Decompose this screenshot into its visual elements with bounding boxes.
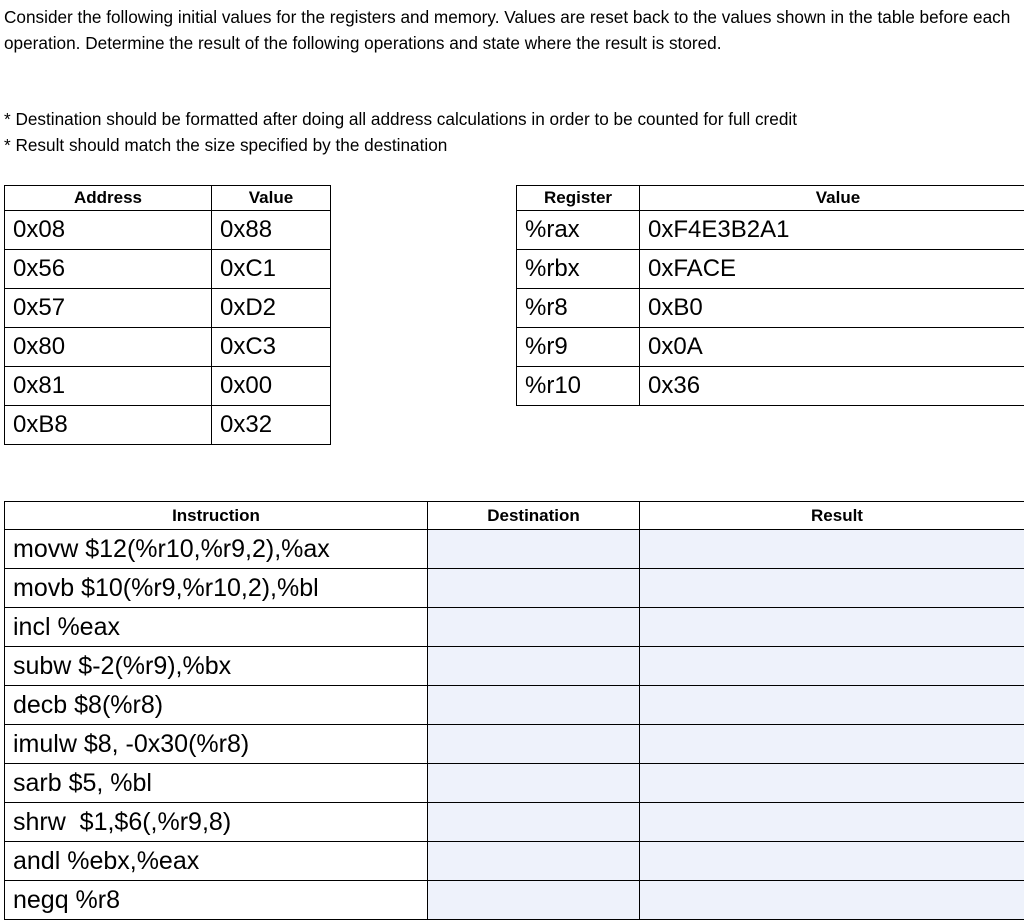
- memory-address: 0x57: [5, 289, 212, 328]
- note-destination: * Destination should be formatted after doing all address calculations in order to be counted for full credit: [4, 106, 1014, 132]
- memory-address: 0x80: [5, 328, 212, 367]
- instruction-header-destination: Destination: [428, 502, 640, 530]
- memory-table: [4, 185, 331, 445]
- instruction-row: [5, 764, 1024, 803]
- result-answer-field[interactable]: [640, 608, 1024, 647]
- result-answer-field[interactable]: [640, 842, 1024, 881]
- register-table: [516, 185, 1024, 406]
- register-value: 0x36: [640, 367, 1024, 406]
- notes: [4, 106, 1014, 158]
- instruction-row: [5, 842, 1024, 881]
- instruction-row: [5, 608, 1024, 647]
- register-name: %rax: [517, 211, 640, 250]
- memory-header-address: Address: [5, 186, 212, 211]
- memory-row: [5, 406, 331, 445]
- result-answer-field[interactable]: [640, 569, 1024, 608]
- memory-address: 0xB8: [5, 406, 212, 445]
- register-value: 0xB0: [640, 289, 1024, 328]
- instruction-row: [5, 647, 1024, 686]
- memory-value: 0x32: [212, 406, 331, 445]
- memory-value: 0xC3: [212, 328, 331, 367]
- instruction-text: imulw $8, -0x30(%r8): [5, 725, 428, 764]
- register-value: 0xFACE: [640, 250, 1024, 289]
- register-row: [517, 367, 1024, 406]
- memory-value: 0x88: [212, 211, 331, 250]
- result-answer-field[interactable]: [640, 764, 1024, 803]
- register-row: [517, 289, 1024, 328]
- intro-paragraph: Consider the following initial values for the registers and memory. Values are reset back to the values shown in the table before each operation. Determine the result of the following operations and state where the result is stored.: [4, 4, 1014, 56]
- register-header-row: [517, 186, 1024, 211]
- instruction-row: [5, 530, 1024, 569]
- destination-answer-field[interactable]: [428, 530, 640, 569]
- instruction-table: [4, 501, 1024, 920]
- instruction-text: movb $10(%r9,%r10,2),%bl: [5, 569, 428, 608]
- instruction-text: incl %eax: [5, 608, 428, 647]
- result-answer-field[interactable]: [640, 725, 1024, 764]
- memory-row: [5, 211, 331, 250]
- instruction-text: andl %ebx,%eax: [5, 842, 428, 881]
- register-row: [517, 250, 1024, 289]
- instruction-text: sarb $5, %bl: [5, 764, 428, 803]
- register-name: %rbx: [517, 250, 640, 289]
- destination-answer-field[interactable]: [428, 803, 640, 842]
- memory-header-row: [5, 186, 331, 211]
- register-row: [517, 211, 1024, 250]
- destination-answer-field[interactable]: [428, 647, 640, 686]
- memory-address: 0x56: [5, 250, 212, 289]
- memory-row: [5, 367, 331, 406]
- destination-answer-field[interactable]: [428, 686, 640, 725]
- result-answer-field[interactable]: [640, 530, 1024, 569]
- memory-row: [5, 289, 331, 328]
- register-value: 0xF4E3B2A1: [640, 211, 1024, 250]
- register-row: [517, 328, 1024, 367]
- result-answer-field[interactable]: [640, 803, 1024, 842]
- register-value: 0x0A: [640, 328, 1024, 367]
- destination-answer-field[interactable]: [428, 608, 640, 647]
- memory-value: 0xC1: [212, 250, 331, 289]
- result-answer-field[interactable]: [640, 881, 1024, 920]
- result-answer-field[interactable]: [640, 686, 1024, 725]
- register-header-register: Register: [517, 186, 640, 211]
- memory-row: [5, 250, 331, 289]
- instruction-row: [5, 803, 1024, 842]
- instruction-row: [5, 725, 1024, 764]
- destination-answer-field[interactable]: [428, 881, 640, 920]
- instruction-header-result: Result: [640, 502, 1024, 530]
- destination-answer-field[interactable]: [428, 725, 640, 764]
- destination-answer-field[interactable]: [428, 842, 640, 881]
- note-result: * Result should match the size specified by the destination: [4, 132, 1014, 158]
- memory-row: [5, 328, 331, 367]
- result-answer-field[interactable]: [640, 647, 1024, 686]
- destination-answer-field[interactable]: [428, 764, 640, 803]
- memory-value: 0xD2: [212, 289, 331, 328]
- destination-answer-field[interactable]: [428, 569, 640, 608]
- instruction-text: decb $8(%r8): [5, 686, 428, 725]
- instruction-header-row: [5, 502, 1024, 530]
- instruction-row: [5, 881, 1024, 920]
- memory-address: 0x08: [5, 211, 212, 250]
- memory-header-value: Value: [212, 186, 331, 211]
- instruction-text: movw $12(%r10,%r9,2),%ax: [5, 530, 428, 569]
- register-name: %r10: [517, 367, 640, 406]
- instruction-text: subw $-2(%r9),%bx: [5, 647, 428, 686]
- instruction-text: shrw $1,$6(,%r9,8): [5, 803, 428, 842]
- instruction-row: [5, 686, 1024, 725]
- register-name: %r9: [517, 328, 640, 367]
- register-name: %r8: [517, 289, 640, 328]
- register-header-value: Value: [640, 186, 1024, 211]
- instruction-row: [5, 569, 1024, 608]
- instruction-header-instruction: Instruction: [5, 502, 428, 530]
- memory-value: 0x00: [212, 367, 331, 406]
- memory-address: 0x81: [5, 367, 212, 406]
- instruction-text: negq %r8: [5, 881, 428, 920]
